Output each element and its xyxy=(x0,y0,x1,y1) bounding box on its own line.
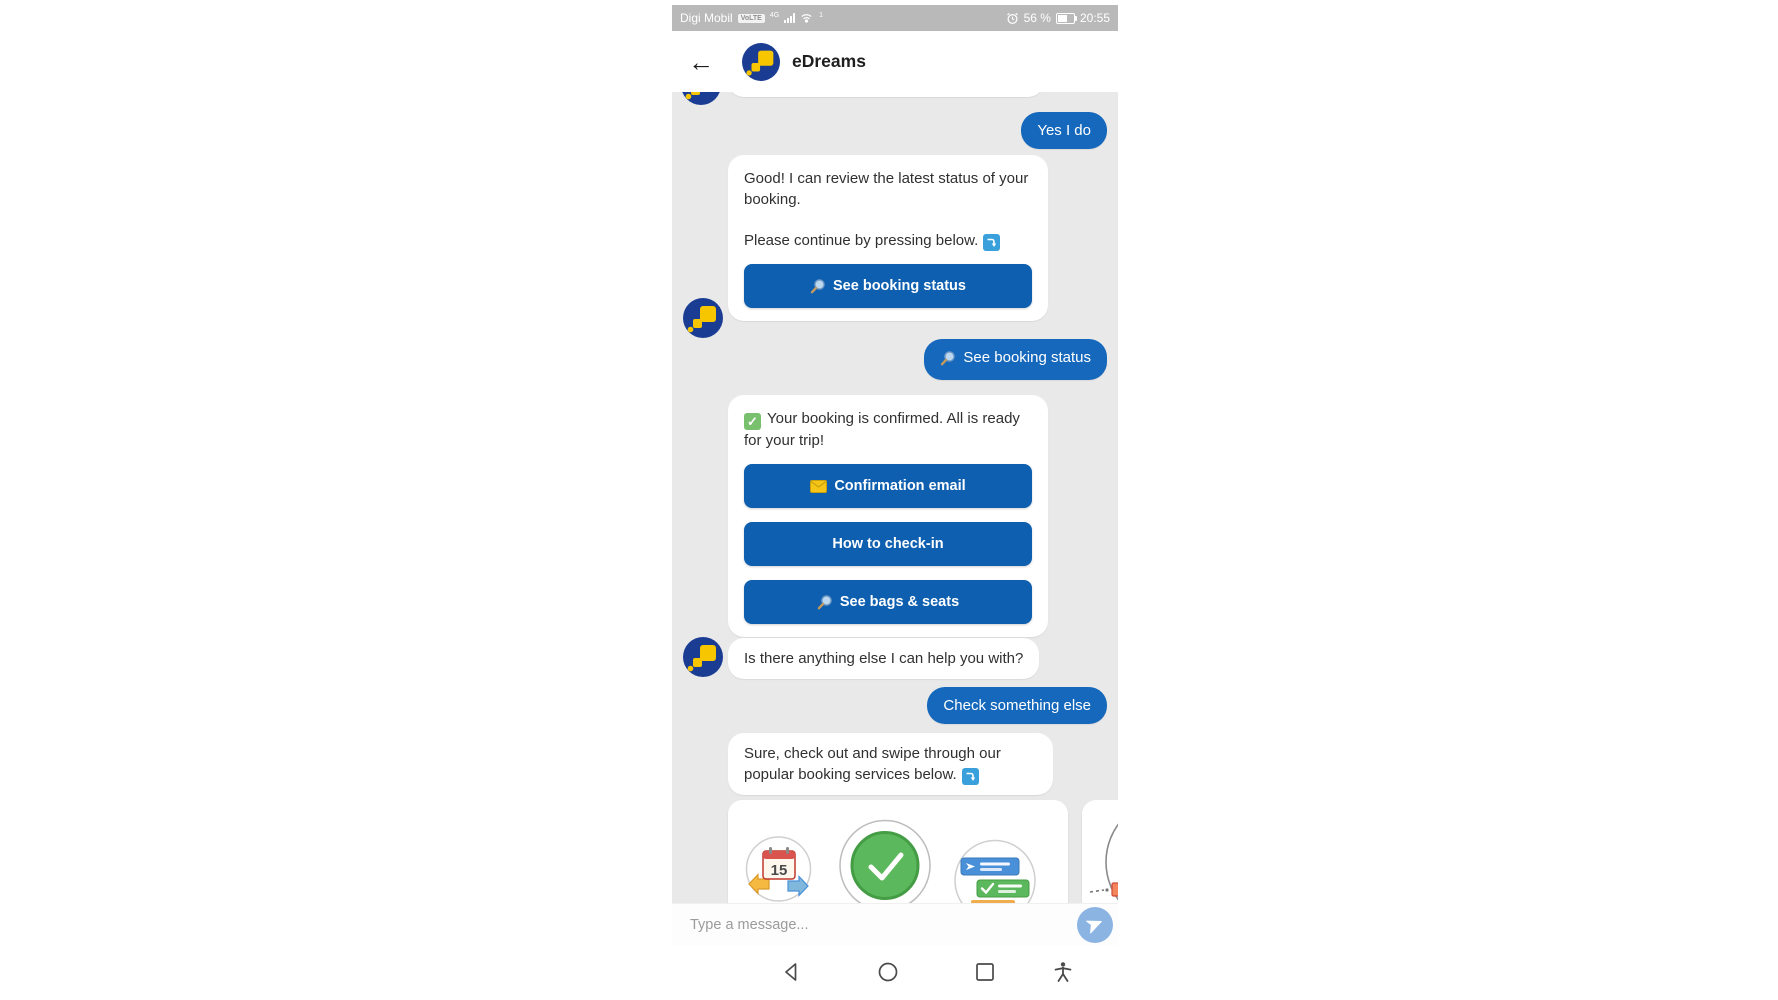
button-label: See bags & seats xyxy=(839,594,960,610)
button-label: How to check-in xyxy=(832,536,944,552)
hotspot-icon xyxy=(800,12,814,25)
flight-notifications xyxy=(953,838,1037,903)
user-message-check-something-else xyxy=(927,687,1107,724)
send-paper-plane-icon xyxy=(1086,916,1104,934)
battery-percent: 56 % xyxy=(1023,11,1051,25)
bot-message-anything-else xyxy=(728,638,1039,679)
chat-scroll-area[interactable] xyxy=(672,92,1118,903)
message-text: See booking status xyxy=(963,349,1091,366)
android-nav-bar xyxy=(672,945,1118,1000)
user-message-yes-i-do xyxy=(1021,112,1107,149)
clock-time: 20:55 xyxy=(1079,11,1110,25)
booking-confirmed-check xyxy=(838,818,932,903)
bot-avatar xyxy=(681,92,721,105)
see-booking-status-button[interactable] xyxy=(744,264,1032,308)
home-circle-icon[interactable] xyxy=(876,960,900,984)
message-text: ✓ Your booking is confirmed. All is ready for your trip! xyxy=(744,410,1020,449)
send-button[interactable] xyxy=(1077,907,1113,943)
message-text: Please continue by pressing below. xyxy=(744,230,1032,251)
message-input[interactable]: Type a message... xyxy=(690,916,809,933)
message-text: Sure, check out and swipe through our popular booking services below. xyxy=(744,745,1001,783)
blue-down-arrow-emoji xyxy=(962,768,979,785)
hotspot-count: 1 xyxy=(819,11,824,19)
accessibility-person-icon[interactable] xyxy=(1051,960,1075,984)
battery-icon xyxy=(1056,13,1075,24)
volte-badge-icon: VoLTE xyxy=(738,14,765,23)
bot-message-sure xyxy=(728,733,1053,795)
signal-bars-icon xyxy=(784,13,795,23)
email-emoji xyxy=(810,480,827,493)
magnifier-emoji xyxy=(940,350,956,366)
chat-header xyxy=(672,31,1118,92)
blue-down-arrow-emoji xyxy=(983,234,1000,251)
message-text: Yes I do xyxy=(1037,122,1091,139)
button-label: See booking status xyxy=(833,278,966,294)
magnifier-emoji xyxy=(810,278,826,294)
reschedule-calendar xyxy=(745,835,812,903)
bot-message-confirmed xyxy=(728,395,1048,637)
svg-text:15: 15 xyxy=(770,862,788,879)
bot-avatar xyxy=(683,298,723,338)
carousel-card-services[interactable] xyxy=(728,800,1068,903)
recents-square-icon[interactable] xyxy=(973,960,997,984)
alarm-clock-icon xyxy=(1006,12,1019,25)
network-4g-label: 4G xyxy=(769,11,780,19)
bot-message-good xyxy=(728,155,1048,321)
how-to-checkin-button[interactable] xyxy=(744,522,1032,566)
page-title: eDreams xyxy=(792,51,866,71)
phone-screen xyxy=(672,0,1118,1000)
back-arrow-icon[interactable]: ← xyxy=(688,46,714,77)
carrier-label: Digi Mobil xyxy=(680,11,733,25)
carousel-card-next[interactable] xyxy=(1082,800,1118,903)
back-triangle-icon[interactable] xyxy=(780,960,804,984)
confirmation-email-button[interactable] xyxy=(744,464,1032,508)
message-text: Is there anything else I can help you with? xyxy=(744,650,1024,667)
status-bar xyxy=(672,5,1118,31)
message-composer xyxy=(672,903,1118,945)
button-label: Confirmation email xyxy=(834,478,966,494)
see-bags-seats-button[interactable] xyxy=(744,580,1032,624)
edreams-logo xyxy=(742,43,780,81)
bot-avatar xyxy=(683,637,723,677)
check-emoji: ✓ xyxy=(744,413,761,430)
flight-route-partial xyxy=(1082,800,1118,903)
message-text: Good! I can review the latest status of your booking. xyxy=(744,170,1029,208)
user-message-see-booking-status xyxy=(924,339,1107,380)
magnifier-emoji xyxy=(817,594,833,610)
partial-bot-bubble xyxy=(728,92,1044,97)
message-text: Check something else xyxy=(943,697,1091,714)
